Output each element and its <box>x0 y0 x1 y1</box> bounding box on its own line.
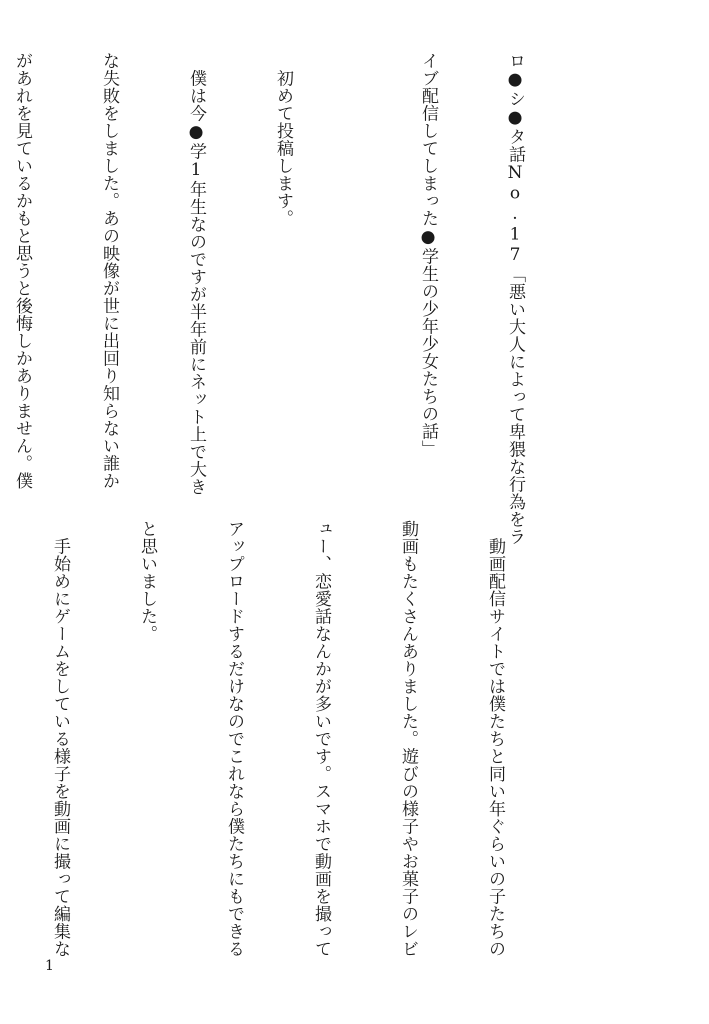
text-line: ュー、恋愛話なんかが多いです。スマホで動画を撮って <box>311 520 331 958</box>
text-line: 動画配信サイトでは僕たちと同い年ぐらいの子たちの <box>485 520 505 958</box>
text-line: と思いました。 <box>137 520 157 643</box>
text-line: な失敗をしました。あの映像が世に出回り知らない誰か <box>99 52 119 490</box>
text-line: 手始めにゲームをしている様子を動画に撮って編集な <box>50 520 70 958</box>
text-line: 初めて投稿します。 <box>273 52 293 227</box>
page-number: 1 <box>45 958 54 974</box>
text-line: アップロードするだけなのでこれなら僕たちにもできる <box>224 520 244 958</box>
top-text-block <box>0 52 587 546</box>
text-line: 動画もたくさんありました。遊びの様子やお菓子のレビ <box>398 520 418 958</box>
text-line: イブ配信してしまった●学生の少年少女たちの話」 <box>418 52 438 458</box>
text-line: があれを見ているかもと思うと後悔しかありません。僕 <box>12 52 32 490</box>
text-line: 僕は今●学1年生なのですが半年前にネット上で大き <box>186 52 206 496</box>
bottom-text-block <box>0 520 567 958</box>
text-line: ロ●シ●タ話No.17「悪い大人によって卑猥な行為をラ <box>505 52 525 546</box>
